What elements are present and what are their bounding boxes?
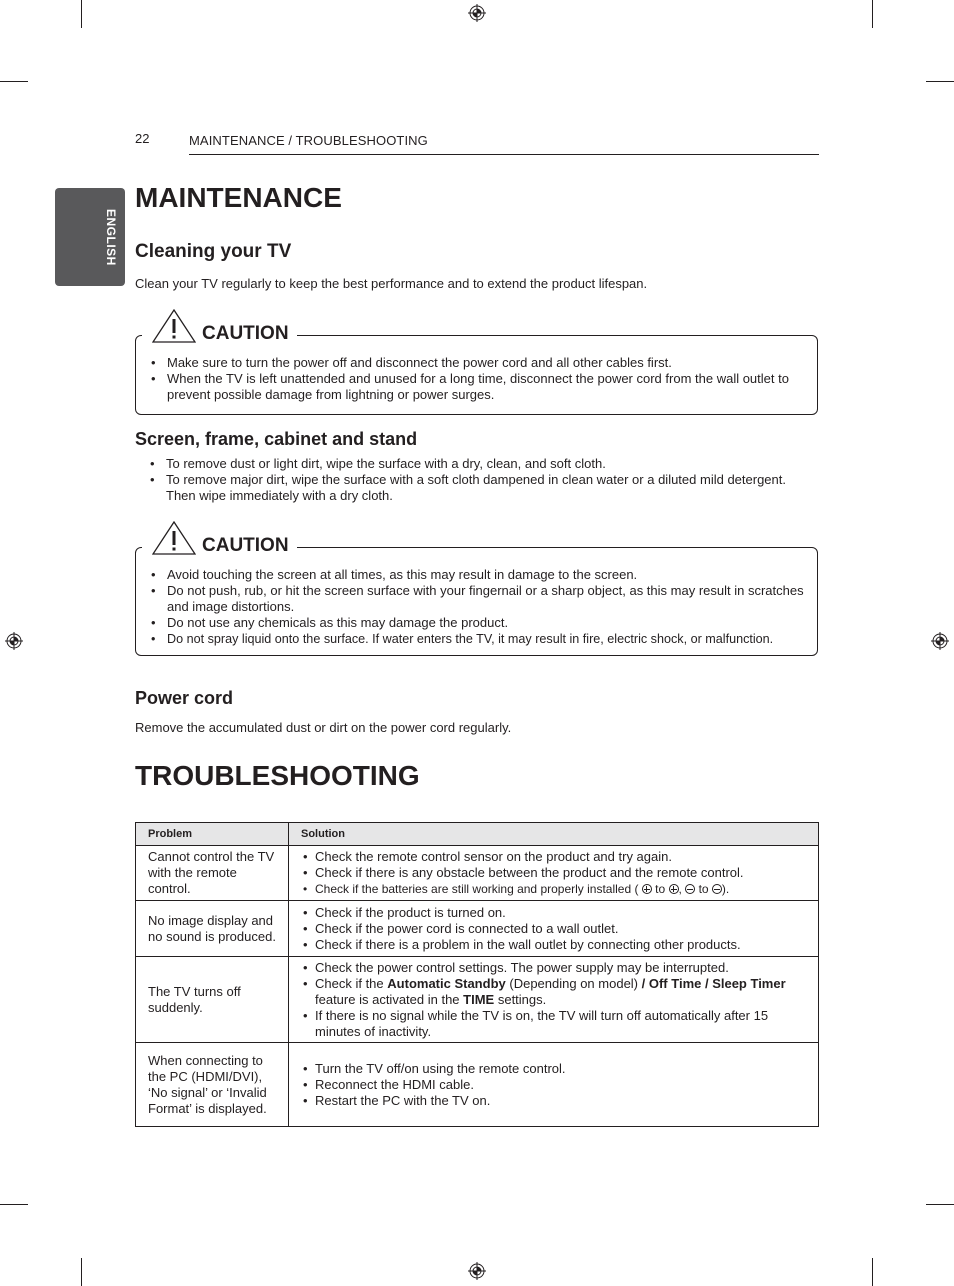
troubleshooting-title: TROUBLESHOOTING (135, 760, 420, 791)
caution-header (142, 309, 297, 343)
plus-terminal-icon (669, 884, 679, 894)
warning-triangle-icon (152, 309, 196, 343)
list-item: • Avoid touching the screen at all times, as this may result in damage to the screen. (136, 567, 807, 583)
page-number: 22 (135, 131, 150, 146)
registration-mark-icon (468, 4, 486, 22)
registration-mark-icon (931, 632, 949, 650)
cleaning-heading: Cleaning your TV (135, 241, 292, 262)
crop-mark (926, 1204, 954, 1205)
solution-item: • Check if the batteries are still working and properly installed ( to , to ). (301, 881, 812, 897)
solution-cell (289, 901, 819, 957)
caution-list (136, 355, 817, 403)
troubleshooting-table (135, 822, 819, 1127)
caution-box (135, 323, 818, 415)
screen-heading: Screen, frame, cabinet and stand (135, 429, 418, 449)
caution-label: CAUTION (202, 535, 289, 556)
screen-list (135, 456, 807, 504)
crop-mark (0, 81, 28, 82)
crop-mark (872, 0, 873, 28)
solution-item: • Check if the Automatic Standby (Depending on model) / Off Time / Sleep Timer feature is activated in the TIME settings. (301, 976, 812, 1008)
registration-mark-icon (468, 1262, 486, 1280)
power-cord-text: Remove the accumulated dust or dirt on the power cord regularly. (135, 720, 512, 735)
crop-mark (872, 1258, 873, 1286)
solution-cell (289, 957, 819, 1043)
list-item: • To remove dust or light dirt, wipe the surface with a dry, clean, and soft cloth. (135, 456, 807, 472)
table-row (136, 1043, 819, 1127)
power-cord-heading: Power cord (135, 688, 234, 708)
solution-item: • Check the power control settings. The power supply may be interrupted. (301, 960, 812, 976)
cleaning-intro: Clean your TV regularly to keep the best performance and to extend the product lifespan. (135, 276, 648, 291)
column-header-problem: Problem (136, 823, 289, 846)
list-item: • Do not spray liquid onto the surface. If water enters the TV, it may result in fire, electric shock, or malfunction. (136, 631, 807, 647)
solution-item: • Check if the product is turned on. (301, 905, 812, 921)
language-tab-label: ENGLISH (104, 208, 118, 266)
list-item: • When the TV is left unattended and unused for a long time, disconnect the power cord from the wall outlet to prevent possible damage from lightning or power surges. (136, 371, 803, 403)
crop-mark (81, 1258, 82, 1286)
solution-item: • Check if there is any obstacle between the product and the remote control. (301, 865, 812, 881)
list-item: • Do not use any chemicals as this may damage the product. (136, 615, 807, 631)
registration-mark-icon (5, 632, 23, 650)
problem-cell: No image display and no sound is produced. (136, 901, 289, 957)
caution-list (136, 567, 817, 647)
column-header-solution: Solution (289, 823, 819, 846)
solution-item: • Reconnect the HDMI cable. (301, 1077, 812, 1093)
table-header-row (136, 823, 819, 846)
solution-item: • Check if the power cord is connected to a wall outlet. (301, 921, 812, 937)
list-item: • Do not push, rub, or hit the screen surface with your fingernail or a sharp object, as this may result in scratches and image distortions. (136, 583, 807, 615)
solution-item: • If there is no signal while the TV is on, the TV will turn off automatically after 15 minutes of inactivity. (301, 1008, 812, 1040)
table-row (136, 846, 819, 901)
crop-mark (0, 1204, 28, 1205)
plus-terminal-icon (642, 884, 652, 894)
solution-cell (289, 1043, 819, 1127)
crop-mark (926, 81, 954, 82)
running-header: MAINTENANCE / TROUBLESHOOTING (189, 133, 428, 148)
solution-item: • Check if there is a problem in the wall outlet by connecting other products. (301, 937, 812, 953)
crop-mark (81, 0, 82, 28)
caution-header (142, 521, 297, 555)
list-item: • Make sure to turn the power off and disconnect the power cord and all other cables first. (136, 355, 803, 371)
header-rule (189, 154, 819, 155)
table-row (136, 901, 819, 957)
caution-label: CAUTION (202, 323, 289, 344)
solution-item: • Turn the TV off/on using the remote control. (301, 1061, 812, 1077)
minus-terminal-icon (712, 884, 722, 894)
warning-triangle-icon (152, 521, 196, 555)
list-item: • To remove major dirt, wipe the surface with a soft cloth dampened in clean water or a diluted mild detergent. Then wipe immediately with a dry cloth. (135, 472, 807, 504)
language-tab (55, 188, 125, 286)
problem-cell: Cannot control the TV with the remote control. (136, 846, 289, 901)
solution-item: • Check the remote control sensor on the product and try again. (301, 849, 812, 865)
problem-cell: When connecting to the PC (HDMI/DVI), ‘No signal’ or ‘Invalid Format’ is displayed. (136, 1043, 289, 1127)
minus-terminal-icon (685, 884, 695, 894)
table-row (136, 957, 819, 1043)
caution-box (135, 535, 818, 656)
solution-item: • Restart the PC with the TV on. (301, 1093, 812, 1109)
solution-cell (289, 846, 819, 901)
problem-cell: The TV turns off suddenly. (136, 957, 289, 1043)
maintenance-title: MAINTENANCE (135, 182, 342, 213)
